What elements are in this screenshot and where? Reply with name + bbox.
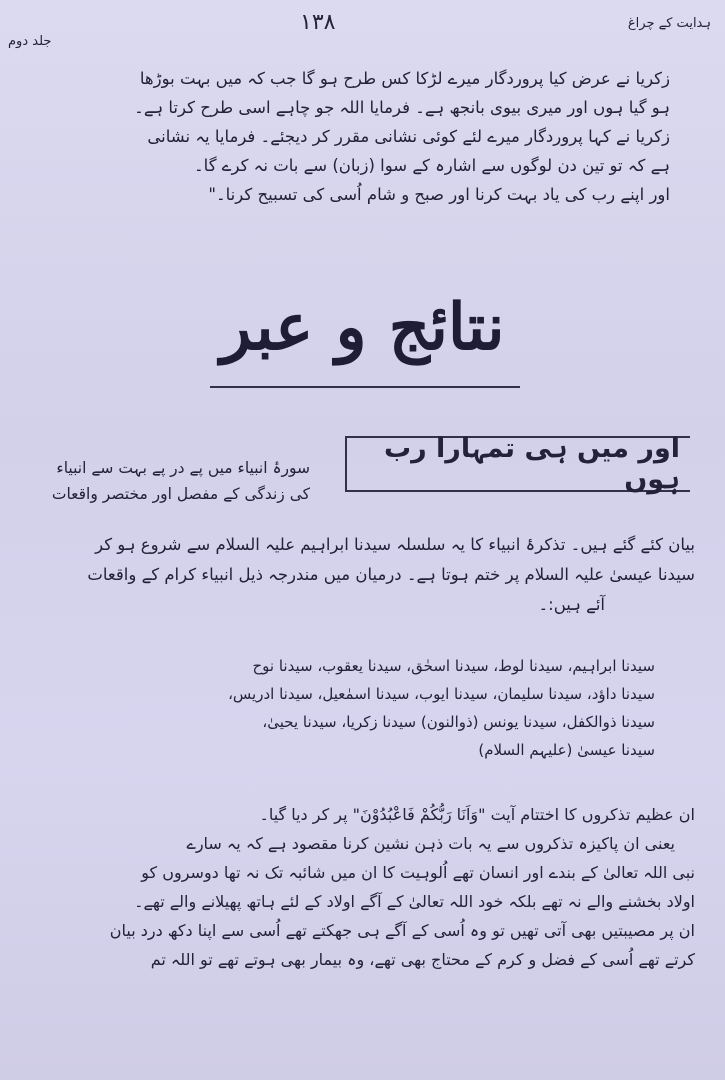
text-line: ان عظیم تذکروں کا اختتام آیت "وَاَنَا رَبُّکُمْ فَاعْبُدُوْنَ" پر کر دیا گیا۔ — [259, 805, 695, 824]
sub-heading-box — [345, 433, 690, 495]
book-title: ہدایت کے چراغ — [627, 16, 711, 31]
text-line: سورۂ انبیاء میں پے در پے بہت سے انبیاء — [56, 459, 310, 477]
text-line: بیان کئے گئے ہیں۔ تذکرۂ انبیاء کا یہ سلسلہ سیدنا ابراہیم علیہ السلام سے شروع ہو کر — [95, 535, 695, 554]
list-item: سیدنا داؤد، سیدنا سلیمان، سیدنا ایوب، سیدنا اسمٰعیل، سیدنا ادریس، — [228, 685, 655, 703]
page-number: ۱۳۸ — [300, 10, 336, 35]
text-line: اولاد بخشنے والے نہ تھے بلکہ خود اللہ تعالیٰ کے آگے اولاد کے لئے ہاتھ پھیلانے والے تھے۔ — [134, 892, 695, 911]
text-line: ان پر مصیبتیں بھی آتی تھیں تو وہ اُسی کے آگے ہی جھکتے تھے اُسی سے اپنا دکھ درد بیان — [109, 921, 695, 940]
text-line: اور اپنے رب کی یاد بہت کرنا اور صبح و شام اُسی کی تسبیح کرنا۔" — [208, 185, 670, 204]
text-line: ہو گیا ہوں اور میری بیوی بانجھ ہے۔ فرمایا اللہ جو چاہے اسی طرح کرتا ہے۔ — [134, 98, 670, 117]
list-item: سیدنا ابراہیم، سیدنا لوط، سیدنا اسحٰق، سیدنا یعقوب، سیدنا نوح — [252, 657, 655, 675]
text-line: کی زندگی کے مفصل اور مختصر واقعات — [51, 485, 310, 503]
list-item: سیدنا ذوالکفل، سیدنا یونس (ذوالنون) سیدنا زکریا، سیدنا یحییٰ، — [262, 713, 655, 731]
heading-underline — [210, 386, 520, 388]
text-line: آئے ہیں:۔ — [538, 595, 605, 614]
text-line: زکریا نے عرض کیا پروردگار میرے لڑکا کس طرح ہو گا جب کہ میں بہت بوڑھا — [139, 69, 670, 88]
body-paragraph-3 — [15, 800, 695, 974]
volume-label: جلد دوم — [8, 34, 52, 49]
text-line: ہے کہ تو تین دن لوگوں سے اشارہ کے سوا (زبان) سے بات نہ کرے گا۔ — [194, 156, 670, 175]
quote-paragraph — [60, 64, 670, 209]
prophet-names-list — [55, 652, 655, 764]
text-line: نبی اللہ تعالیٰ کے بندے اور انسان تھے اُلوہیت کا ان میں شائبہ تک نہ تھا دوسروں کو — [141, 863, 695, 882]
text-line: سیدنا عیسیٰ علیہ السلام پر ختم ہوتا ہے۔ درمیان میں مندرجہ ذیل انبیاء کرام کے واقعات — [87, 565, 695, 584]
text-line: کرتے تھے اُسی کے فضل و کرم کے محتاج بھی تھے، وہ بیمار بھی ہوتے تھے تو اللہ تم — [150, 950, 695, 969]
sub-heading: اور میں ہی تمہارا رب ہوں — [383, 433, 680, 495]
body-paragraph-2 — [25, 530, 695, 620]
text-line: یعنی ان پاکیزہ تذکروں سے یہ بات ذہن نشین کرنا مقصود ہے کہ یہ سارے — [186, 834, 675, 853]
text-line: زکریا نے کہا پروردگار میرے لئے کوئی نشانی مقرر کر دیجئے۔ فرمایا یہ نشانی — [147, 127, 670, 146]
section-heading: نتائج و عبر — [220, 290, 505, 365]
intro-text — [10, 455, 310, 507]
list-item: سیدنا عیسیٰ (علیہم السلام) — [478, 741, 655, 759]
